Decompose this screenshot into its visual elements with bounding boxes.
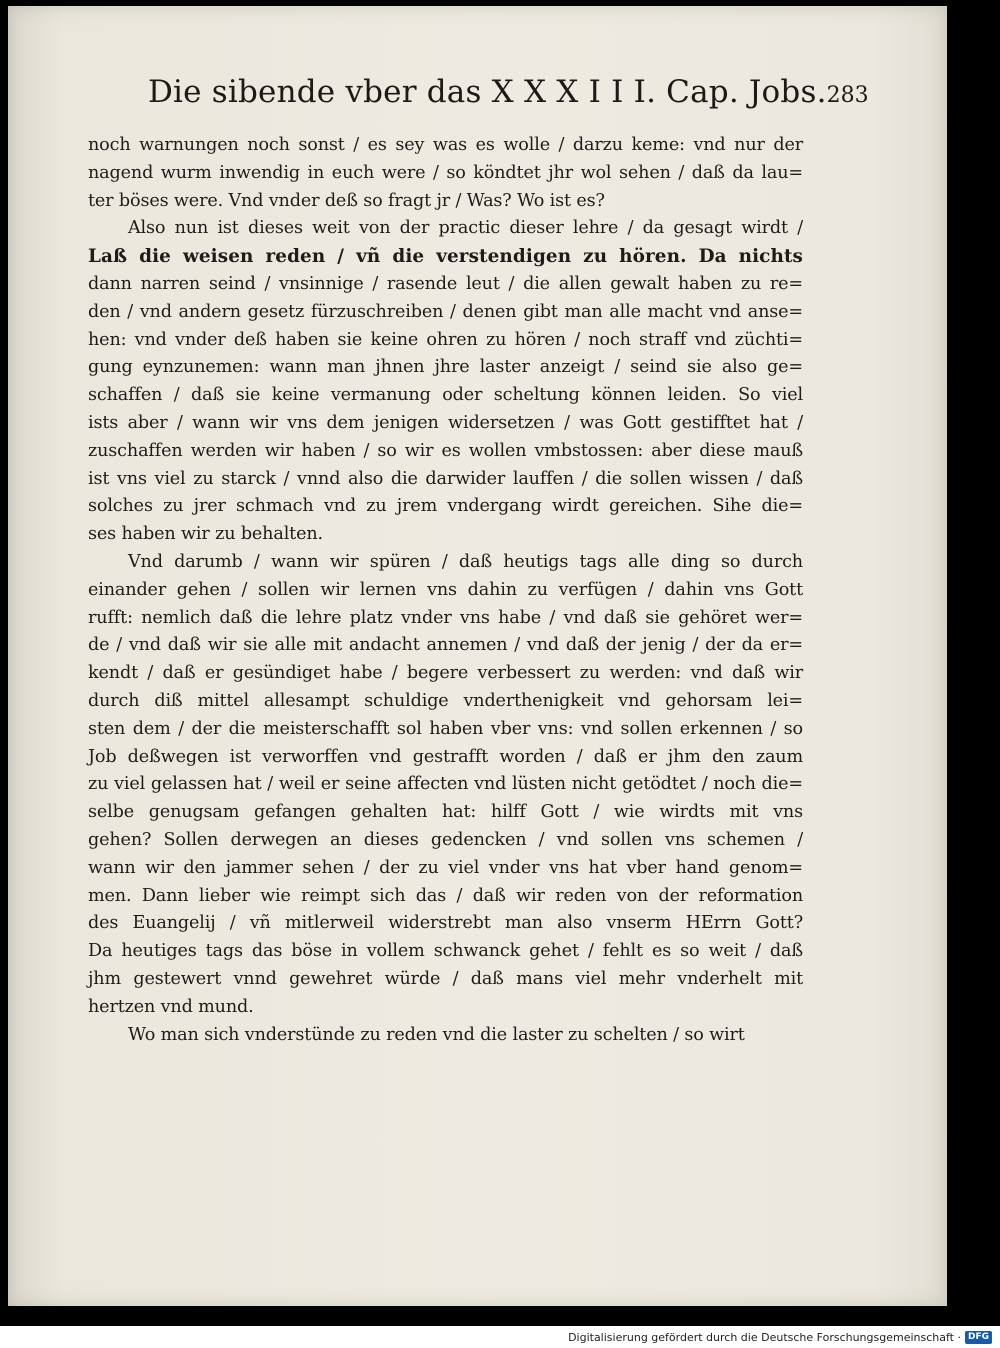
text-line: kendt / daß er gesündiget habe / begere verbessert zu werden: vnd daß wir xyxy=(88,663,803,684)
text-line: hen: vnd vnder deß haben sie keine ohren zu hören / noch straff vnd züchti= xyxy=(88,329,803,350)
text-line: durch diß mittel allesampt schuldige vnderthenigkeit vnd gehorsam lei= xyxy=(88,690,803,711)
text-line: zuschaffen werden wir haben / so wir es wollen vmbstossen: aber diese mauß xyxy=(88,440,803,461)
text-line: nagend wurm inwendig in euch were / so köndtet jhr wol sehen / daß da lau= xyxy=(88,162,803,183)
running-title: Die sibende vber das X X X I I I. Cap. Jobs. xyxy=(148,74,827,110)
text-line: hertzen vnd mund. xyxy=(88,996,254,1017)
text-line: ses haben wir zu behalten. xyxy=(88,524,323,545)
text-line: gehen? Sollen derwegen an dieses gedencken / vnd sollen vns schemen / xyxy=(88,829,803,850)
text-line: de / vnd daß wir sie alle mit andacht annemen / vnd daß der jenig / der da er= xyxy=(88,635,803,656)
page-header xyxy=(148,74,869,110)
text-line: dann narren seind / vnsinnige / rasende leut / die allen gewalt haben zu re= xyxy=(88,273,803,294)
text-line: Da heutiges tags das böse in vollem schwanck gehet / fehlt es so weit / daß xyxy=(88,941,803,962)
text-line: ists aber / wann wir vns dem jenigen widersetzen / was Gott gestifftet hat / xyxy=(88,412,803,433)
text-line: jhm gestewert vnnd gewehret würde / daß mans viel mehr vnderhelt mit xyxy=(88,968,803,989)
text-line: Job deßwegen ist verworffen vnd gestrafft worden / daß er jhm den zaum xyxy=(88,746,803,767)
text-line: men. Dann lieber wie reimpt sich das / daß wir reden von der reformation xyxy=(88,885,803,906)
text-line: gung eynzunemen: wann man jhnen jhre laster anzeigt / seind sie also ge= xyxy=(88,357,803,378)
text-line: solches zu jrer schmach vnd zu jrem vndergang wirdt gereichen. Sihe die= xyxy=(88,496,803,517)
page-number: 283 xyxy=(826,83,869,108)
text-line: selbe genugsam gefangen gehalten hat: hilff Gott / wie wirdts mit vns xyxy=(88,802,803,823)
text-line: ter böses were. Vnd vnder deß so fragt jr / Was? Wo ist es? xyxy=(88,190,605,211)
funding-credit: Digitalisierung gefördert durch die Deutsche Forschungsgemeinschaft · xyxy=(568,1330,961,1344)
text-line: sten dem / der die meisterschafft sol haben vber vns: vnd sollen erkennen / so xyxy=(88,718,803,739)
text-line: Wo man sich vnderstünde zu reden vnd die laster zu schelten / so wirt xyxy=(128,1024,745,1045)
text-line: Vnd darumb / wann wir spüren / daß heutigs tags alle ding so durch xyxy=(128,551,803,572)
text-line: den / vnd andern gesetz fürzuschreiben / denen gibt man alle macht vnd anse= xyxy=(88,301,803,322)
digitization-footer xyxy=(0,1326,1000,1348)
text-line: Also nun ist dieses weit von der practic dieser lehre / da gesagt wirdt / xyxy=(128,218,803,239)
text-line: einander gehen / sollen wir lernen vns dahin zu verfügen / dahin vns Gott xyxy=(88,579,803,600)
text-line: des Euangelij / vñ mitlerweil widerstrebt man also vnserm HErrn Gott? xyxy=(88,913,803,934)
dfg-logo: DFG xyxy=(965,1331,992,1344)
text-line: noch warnungen noch sonst / es sey was es wolle / darzu keme: vnd nur der xyxy=(88,135,803,155)
text-line: Laß die weisen reden / vñ die verstendigen zu hören. Da nichts xyxy=(88,246,803,268)
text-line: schaffen / daß sie keine vermanung oder scheltung können leiden. So viel xyxy=(88,385,803,406)
text-line: rufft: nemlich daß die lehre platz vnder vns habe / vnd daß sie gehöret wer= xyxy=(88,607,803,628)
text-line: zu viel gelassen hat / weil er seine affecten vnd lüsten nicht getödtet / noch die= xyxy=(88,774,803,795)
text-line: wann wir den jammer sehen / der zu viel vnder vns hat vber hand genom= xyxy=(88,857,803,878)
book-page xyxy=(8,6,947,1306)
body-text xyxy=(88,132,803,1049)
text-line: ist vns viel zu starck / vnnd also die darwider lauffen / die sollen wissen / daß xyxy=(88,468,803,489)
